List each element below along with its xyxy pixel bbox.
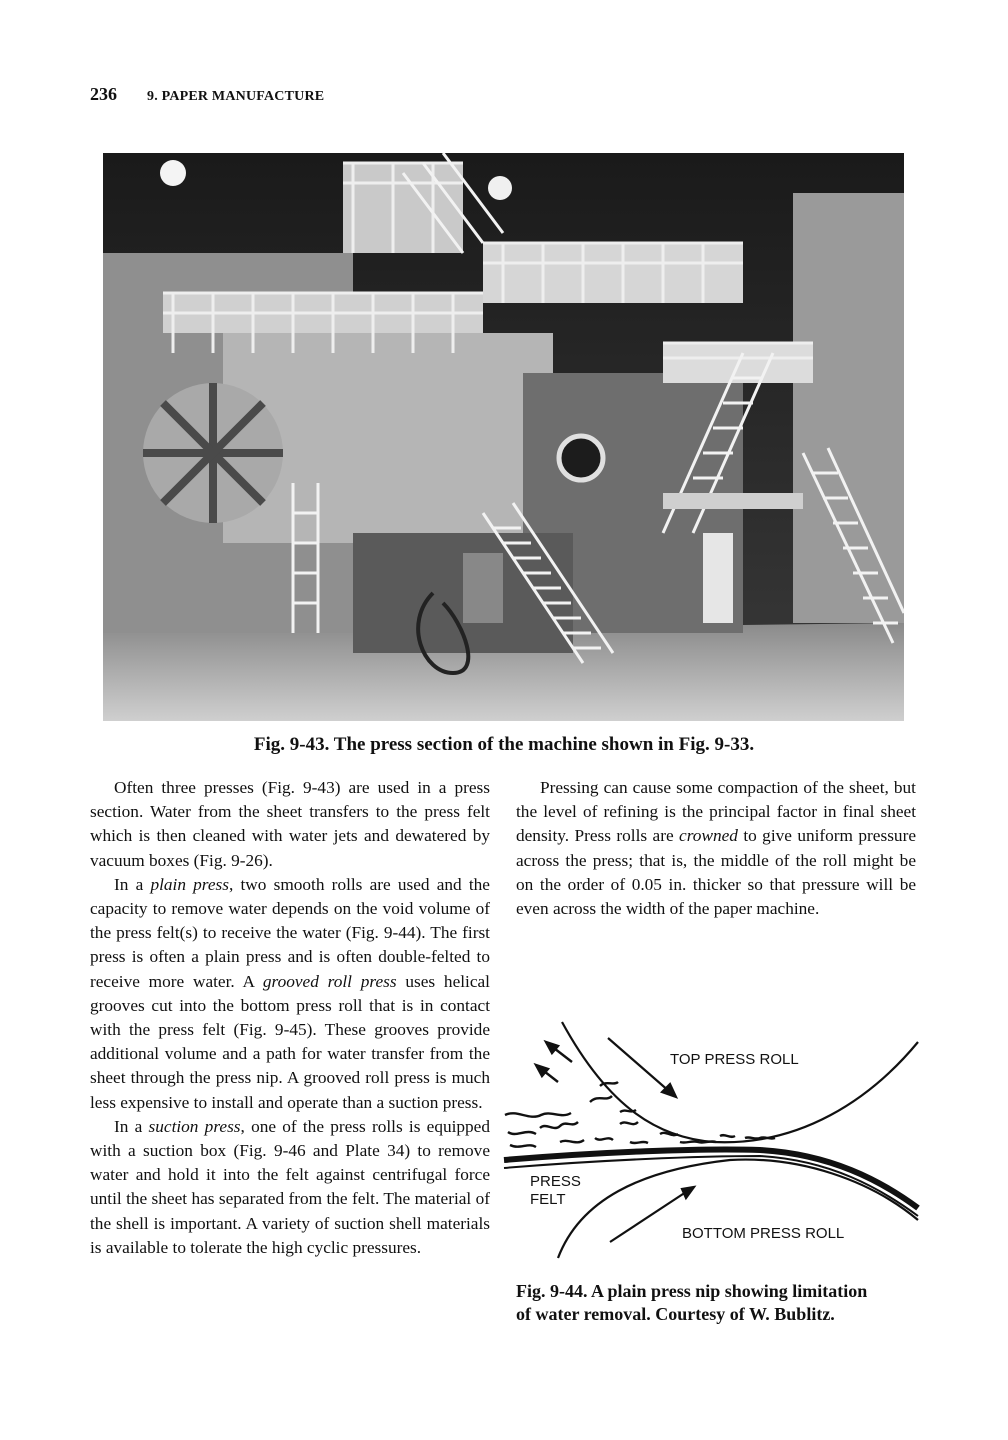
left-column — [90, 776, 490, 1260]
term-grooved-roll-press: grooved roll press — [262, 971, 397, 991]
label-press: PRESS — [530, 1173, 581, 1190]
term-crowned: crowned — [679, 826, 738, 846]
figure-9-43-caption: Fig. 9-43. The press section of the machine shown in Fig. 9-33. — [253, 734, 755, 755]
figure-9-44-caption: Fig. 9-44. A plain press nip showing limitation of water removal. Courtesy of W. Bublitz. — [516, 1281, 868, 1324]
page-number: 236 — [90, 84, 117, 104]
label-bottom-press-roll: BOTTOM PRESS ROLL — [682, 1225, 845, 1242]
paragraph: In a plain press, two smooth rolls are used and the capacity to remove water depends on the void volume of the press felt(s) to receive the water (Fig. 9-44). The first press is often a plain press and is often double-felted to receive more water. A grooved roll press uses helical grooves cut into the bottom press roll that is in contact with the press felt (Fig. 9-45). These grooves provide additional volume and a path for water transfer from the sheet through the press nip. A grooved roll press is much less expensive to install and operate than a suction press. — [90, 874, 490, 1112]
term-plain-press: plain press — [150, 874, 229, 894]
label-top-press-roll: TOP PRESS ROLL — [670, 1051, 799, 1068]
press-nip-diagram — [500, 1020, 920, 1265]
right-column — [516, 776, 916, 921]
label-felt: FELT — [530, 1191, 566, 1208]
paragraph: In a suction press, one of the press rolls is equipped with a suction box (Fig. 9-46 and Plate 34) to remove water and hold it into the felt against centrifugal force until the sheet has separated from the felt. The material of the shell is important. A variety of suction shell materials is available to tolerate the high cyclic pressures. — [90, 1116, 490, 1257]
paragraph: Pressing can cause some compaction of the sheet, but the level of refining is the principal factor in final sheet density. Press rolls are crowned to give uniform pressure across the press; that is, the middle of the roll might be on the order of 0.05 in. thicker so that pressure will be even across the width of the paper machine. — [516, 778, 916, 919]
term-suction-press: suction press — [148, 1116, 241, 1136]
page-header — [90, 84, 324, 105]
press-section-photo — [103, 153, 904, 721]
chapter-title: 9. PAPER MANUFACTURE — [147, 89, 325, 104]
paragraph: Often three presses (Fig. 9-43) are used in a press section. Water from the sheet transfers to the press felt which is then cleaned with water jets and dewatered by vacuum boxes (Fig. 9-26). — [90, 778, 490, 870]
